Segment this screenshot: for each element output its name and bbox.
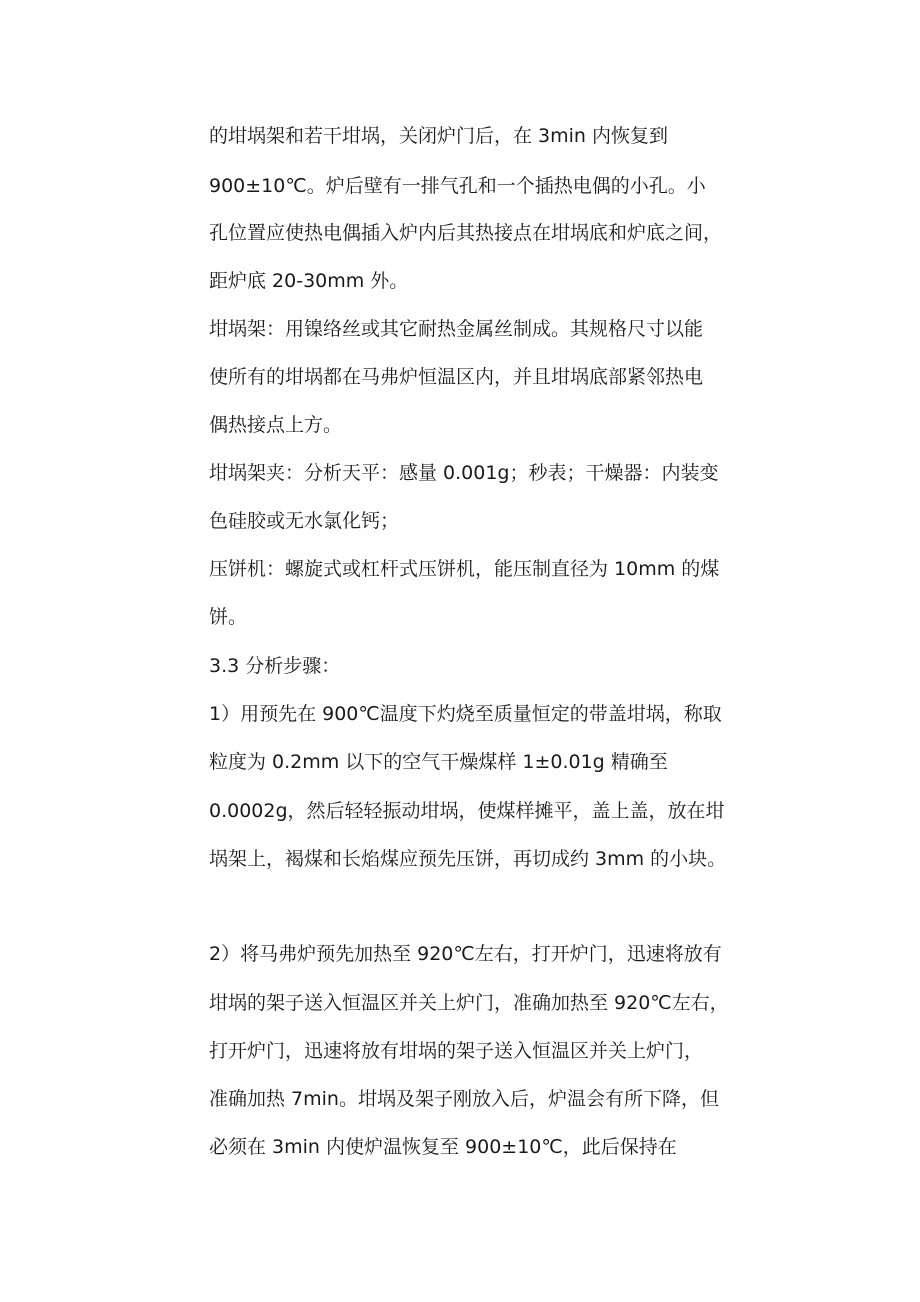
text-line: 压饼机：螺旋式或杠杆式压饼机，能压制直径为 10mm 的煤 (209, 558, 720, 580)
text-line: 必须在 3min 内使炉温恢复至 900±10℃，此后保持在 (209, 1136, 677, 1158)
text-line: 1）用预先在 900℃温度下灼烧至质量恒定的带盖坩埚，称取 (209, 703, 722, 725)
text-line: 坩埚架夹：分析天平：感量 0.001g；秒表；干燥器：内装变 (209, 462, 719, 484)
text-line: 坩埚的架子送入恒温区并关上炉门，准确加热至 920℃左右， (209, 992, 729, 1014)
text-line: 使所有的坩埚都在马弗炉恒温区内，并且坩埚底部紧邻热电 (209, 366, 704, 388)
section-heading: 3.3 分析步骤： (209, 655, 341, 677)
text-line: 粒度为 0.2mm 以下的空气干燥煤样 1±0.01g 精确至 (209, 751, 668, 773)
text-line: 距炉底 20-30mm 外。 (209, 270, 409, 292)
text-line: 0.0002g，然后轻轻振动坩埚，使煤样摊平，盖上盖，放在坩 (209, 800, 725, 822)
text-line: 的坩埚架和若干坩埚，关闭炉门后，在 3min 内恢复到 (209, 125, 668, 147)
text-line: 2）将马弗炉预先加热至 920℃左右，打开炉门，迅速将放有 (209, 943, 722, 965)
text-line: 孔位置应使热电偶插入炉内后其热接点在坩埚底和炉底之间， (209, 222, 723, 244)
text-line: 埚架上，褐煤和长焰煤应预先压饼，再切成约 3mm 的小块。 (209, 848, 727, 870)
text-line: 打开炉门，迅速将放有坩埚的架子送入恒温区并关上炉门， (209, 1040, 704, 1062)
text-line: 坩埚架：用镍络丝或其它耐热金属丝制成。其规格尺寸以能 (209, 318, 704, 340)
text-line: 准确加热 7min。坩埚及架子刚放入后，炉温会有所下降，但 (209, 1088, 719, 1110)
text-line: 色硅胶或无水氯化钙； (209, 510, 400, 532)
text-line: 饼。 (209, 606, 248, 628)
text-line: 900±10℃。炉后壁有一排气孔和一个插热电偶的小孔。小 (209, 175, 706, 197)
text-line: 偶热接点上方。 (209, 414, 343, 436)
